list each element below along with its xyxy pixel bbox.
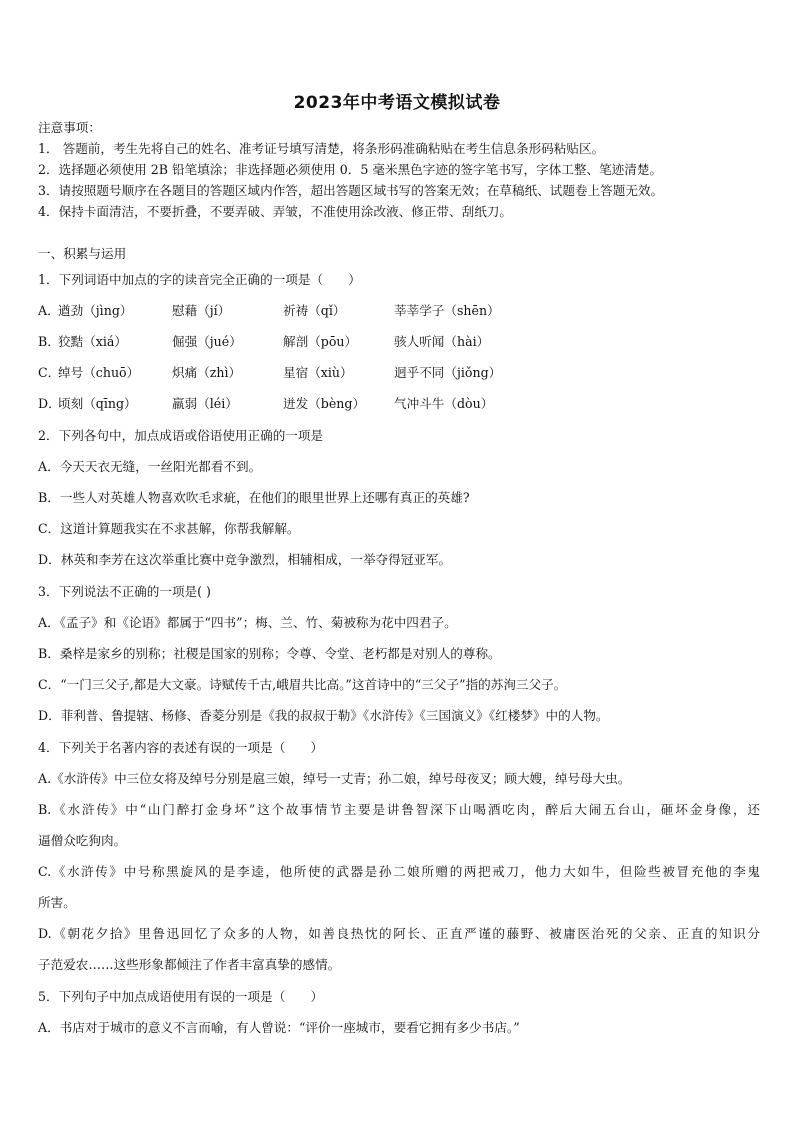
- question-option: D.《朝花夕拾》里鲁迅回忆了众多的人物，如善良热忱的阿长、正直严谨的藤野、被庸医治死的父亲、正直的知识分: [38, 926, 760, 941]
- question-stem: 5．下列句子中加点成语使用有误的一项是（ ）: [38, 989, 324, 1004]
- question-stem: 3．下列说法不正确的一项是( ): [38, 584, 211, 599]
- option-word: 倔强（jué）: [172, 334, 242, 349]
- option-word: 星宿（xiù）: [283, 365, 353, 380]
- option-word: 炽痛（zhì）: [172, 365, 242, 380]
- question-option: A．书店对于城市的意义不言而喻，有人曾说：“评价一座城市，要看它拥有多少书店。”: [38, 1020, 520, 1035]
- option-word: 慰藉（jí）: [172, 303, 231, 318]
- option-word: 骇人听闻（hài）: [394, 334, 490, 349]
- notice-item: 1． 答题前，考生先将自己的姓名、准考证号填写清楚，将条形码准确粘贴在考生信息条形码粘贴区。: [38, 141, 605, 156]
- option-letter: C．: [38, 365, 61, 380]
- question-option: C．这道计算题我实在不求甚解，你帮我解解。: [38, 521, 300, 536]
- page-title: 2023年中考语文模拟试卷: [293, 93, 501, 113]
- option-letter: A．: [38, 303, 60, 318]
- option-word: 狡黠（xiá）: [58, 334, 128, 349]
- question-option: B.《水浒传》中“山门醉打金身坏”这个故事情节主要是讲鲁智深下山喝酒吃肉，醉后大闹五台山，砸坏金身像，还: [38, 802, 760, 817]
- option-word: 顷刻（qīng）: [58, 396, 137, 411]
- option-letter: B．: [38, 334, 60, 349]
- question-stem: 4．下列关于名著内容的表述有误的一项是（ ）: [38, 740, 324, 755]
- question-option-continued: 子范爱农……这些形象都倾注了作者丰富真挚的感情。: [38, 957, 341, 972]
- question-option: [38, 334, 489, 350]
- section-heading: 一、积累与运用: [38, 246, 127, 261]
- question-option: C.《水浒传》中号称黑旋风的是李逵，他所使的武器是孙二娘所赠的两把戒刀，他力大如牛，但险些被冒充他的李鬼: [38, 864, 760, 879]
- option-word: 绰号（chuō）: [58, 365, 140, 380]
- question-option: B．一些人对英雄人物喜欢吹毛求疵，在他们的眼里世界上还哪有真正的英雄?: [38, 490, 470, 505]
- question-stem: 2．下列各句中，加点成语或俗语使用正确的一项是: [38, 428, 324, 443]
- question-option-continued: 逼僧众吃狗肉。: [38, 833, 127, 848]
- question-option: D．菲利普、鲁提辖、杨修、香菱分别是《我的叔叔于勒》《水浒传》《三国演义》《红楼梦》中的人物。: [38, 708, 609, 723]
- question-option: A．今天天衣无缝，一丝阳光都看不到。: [38, 459, 262, 474]
- option-word: 迸发（bèng）: [283, 396, 366, 411]
- question-option: [38, 303, 500, 319]
- question-option: [38, 365, 501, 381]
- question-option: D．林英和李芳在这次举重比赛中竞争激烈，相辅相成，一举夺得冠亚军。: [38, 552, 452, 567]
- option-word: 莘莘学子（shēn）: [394, 303, 500, 318]
- question-option-continued: 所害。: [38, 895, 76, 910]
- notice-item: 2．选择题必须使用 2B 铅笔填涂；非选择题必须使用 0．5 毫米黑色字迹的签字笔书写，字体工整、笔迹清楚。: [38, 162, 663, 177]
- question-option: C．“一门三父子,都是大文豪。诗赋传千古,峨眉共比高。”这首诗中的“三父子”指的苏洵三父子。: [38, 677, 567, 692]
- question-option: B．桑梓是家乡的别称；社稷是国家的别称；令尊、令堂、老朽都是对别人的尊称。: [38, 646, 501, 661]
- option-word: 祈祷（qǐ）: [283, 303, 346, 318]
- option-word: 羸弱（léi）: [172, 396, 238, 411]
- question-option: [38, 396, 493, 412]
- option-word: 解剖（pōu）: [283, 334, 358, 349]
- question-stem: 1．下列词语中加点的字的读音完全正确的一项是（ ）: [38, 272, 361, 287]
- option-letter: D．: [38, 396, 61, 411]
- notice-heading: 注意事项：: [38, 120, 101, 135]
- option-word: 遒劲（jìng）: [58, 303, 133, 318]
- option-word: 迥乎不同（jiǒng）: [394, 365, 502, 380]
- question-option: A．《孟子》和《论语》都属于“四书”；梅、兰、竹、菊被称为花中四君子。: [38, 615, 457, 630]
- option-word: 气冲斗牛（dòu）: [394, 396, 494, 411]
- notice-item: 3．请按照题号顺序在各题目的答题区域内作答，超出答题区域书写的答案无效；在草稿纸、试题卷上答题无效。: [38, 183, 664, 198]
- notice-item: 4．保持卡面清洁，不要折叠，不要弄破、弄皱，不准使用涂改液、修正带、刮纸刀。: [38, 204, 512, 219]
- question-option: A.《水浒传》中三位女将及绰号分别是扈三娘，绰号一丈青；孙二娘，绰号母夜叉；顾大嫂，绰号母大虫。: [38, 771, 631, 786]
